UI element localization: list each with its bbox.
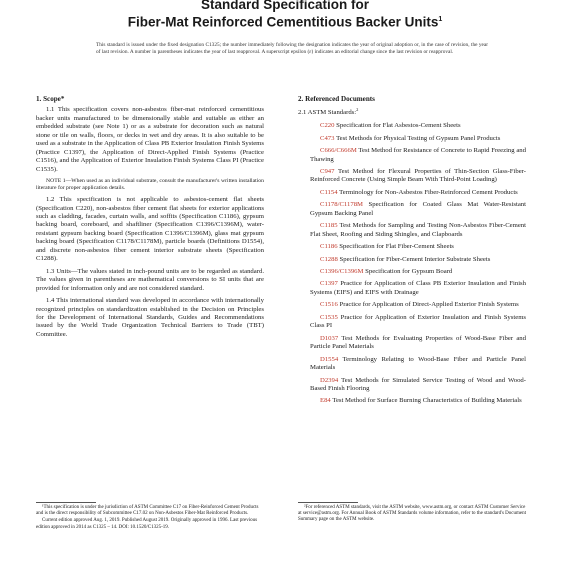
left-column: [36, 95, 264, 343]
reference-code-link[interactable]: C1288: [320, 255, 338, 263]
reference-item[interactable]: [298, 356, 526, 373]
refs-sub: 2.1 ASTM Standards:$^2$: [298, 107, 359, 117]
reference-item[interactable]: [298, 243, 526, 251]
reference-title: Specification for Coated Glass Mat Water-Resistant Gypsum Backing Panel: [310, 201, 526, 217]
reference-title: Practice for Application of Class PB Exterior Insulation and Finish Systems (EIFS) and EIFS with Drainage: [310, 280, 526, 296]
reference-title: Specification for Fiber-Cement Interior Substrate Sheets: [339, 255, 491, 263]
reference-item[interactable]: [298, 201, 526, 218]
reference-item[interactable]: [298, 256, 526, 264]
reference-title: Terminology for Non-Asbestos Fiber-Reinforced Cement Products: [339, 188, 518, 196]
reference-list: [298, 122, 526, 406]
scope-para-4: 1.4 This international standard was developed in accordance with internationally recognized principles on standardization established in the Decision on Principles for the Development of International Standards, Guides and Recommendations issued by the World Trade Organization Technical Barriers to Trade (TBT) Committee.: [36, 297, 264, 338]
reference-title: Specification for Gypsum Board: [365, 268, 453, 276]
reference-code-link[interactable]: C1396/C1396M: [320, 268, 364, 276]
reference-item[interactable]: [298, 301, 526, 309]
reference-item[interactable]: [298, 280, 526, 297]
reference-item[interactable]: [298, 135, 526, 143]
reference-item[interactable]: [298, 122, 526, 130]
reference-code-link[interactable]: C1397: [320, 280, 338, 288]
scope-para-3: 1.3 Units—The values stated in inch-pound units are to be regarded as standard. The values given in parentheses are mathematical conversions to SI units that are provided for information only and are not considered standard.: [36, 267, 264, 292]
reference-code-link[interactable]: C1185: [320, 222, 338, 230]
reference-code-link[interactable]: C1154: [320, 188, 338, 196]
reference-title: Terminology Relating to Wood-Base Fiber and Particle Panel Materials: [310, 355, 526, 372]
scope-note-1: NOTE 1—When used as an individual substrate, consult the manufacturer's written installation literature for proper application details.: [36, 178, 264, 192]
reference-title: Specification for Flat Asbestos-Cement Sheets: [336, 122, 461, 130]
reference-code-link[interactable]: C947: [320, 167, 335, 175]
reference-item[interactable]: [298, 314, 526, 331]
document-title: [0, 0, 570, 30]
footnote-2: ²For referenced ASTM standards, visit the ASTM website, www.astm.org, or contact ASTM Customer Service at service@astm.org. For Annual Book of ASTM Standards volume information, refer to the standard's Document Summary page on the ASTM website.: [298, 505, 527, 523]
reference-code-link[interactable]: D1037: [320, 334, 339, 342]
reference-title: Test Method for Surface Burning Characteristics of Building Materials: [332, 397, 522, 405]
footnote-rule: [36, 502, 96, 503]
reference-code-link[interactable]: C1516: [320, 301, 338, 309]
footnote-rule: [298, 502, 358, 503]
reference-title: Specification for Flat Fiber-Cement Sheets: [339, 243, 454, 251]
reference-item[interactable]: [298, 168, 526, 185]
reference-code-link[interactable]: C473: [320, 134, 335, 142]
footnote-1: ¹This specification is under the jurisdiction of ASTM Committee C17 on Fiber-Reinforced Cement Products and is the direct responsibility of Subcommittee C17.02 on Non-Asbestos Fiber-Mat Reinforced Products.: [36, 505, 259, 517]
reference-item[interactable]: [298, 222, 526, 239]
reference-item[interactable]: [298, 189, 526, 197]
reference-item[interactable]: [298, 268, 526, 276]
reference-item[interactable]: [298, 377, 526, 394]
intro-note: This standard is issued under the fixed designation C1325; the number immediately following the designation indicates the year of original adoption or, in the case of revision, the year of last revision. A number in parentheses indicates the year of last reapproval. A superscript epsilon (ε) indicates an editorial change since the last revision or reapproval.: [96, 42, 488, 55]
reference-code-link[interactable]: C666/C666M: [320, 147, 357, 155]
reference-title: Test Method for Resistance of Concrete to Rapid Freezing and Thawing: [310, 147, 526, 163]
reference-item[interactable]: [298, 147, 526, 164]
reference-code-link[interactable]: D1554: [320, 355, 339, 363]
reference-title: Practice for Application of Direct-Applied Exterior Finish Systems: [339, 301, 519, 309]
reference-code-link[interactable]: E84: [320, 397, 331, 405]
refs-heading: 2. Referenced Documents: [298, 95, 375, 103]
reference-title: Test Methods for Sampling and Testing Non-Asbestos Fiber-Cement Flat Sheet, Roofing and Siding Shingles, and Clapboards: [310, 222, 526, 238]
reference-title: Test Methods for Evaluating Properties of Wood-Base Fiber and Particle Panel Materials: [310, 334, 526, 351]
reference-title: Test Method for Flexural Properties of Thin-Section Glass-Fiber-Reinforced Concrete (Using Simple Beam With Third-Point Loading): [310, 167, 526, 184]
reference-title: Practice for Application of Exterior Insulation and Finish Systems Class PI: [310, 313, 526, 330]
reference-item[interactable]: [298, 397, 526, 405]
scope-para-2: 1.2 This specification is not applicable to asbestos-cement flat sheets (Specification C220), non-asbestos fiber cement flat sheets for exterior applications such as cladding, facades, curtain walls, and soffits (Specification C1186), gypsum backing board, coreboard, and shaftliner (Specification C1396/C1396M), water-resistant gypsum backing board (Specification C1396/C1396M), glass mat gypsum backing board (Specification C1178/C1178M), particle boards (Definitions D1554), and discrete non-asbestos fiber cement interior substrate sheets (Specification C1288).: [36, 196, 264, 263]
reference-code-link[interactable]: D2394: [320, 376, 339, 384]
reference-code-link[interactable]: C1178/C1178M: [320, 201, 363, 209]
footnotes-left: [36, 502, 264, 532]
reference-code-link[interactable]: C1535: [320, 313, 338, 321]
reference-title: Test Methods for Physical Testing of Gypsum Panel Products: [336, 134, 501, 142]
title-line1: Standard Specification for: [200, 0, 370, 12]
reference-code-link[interactable]: C220: [320, 122, 335, 130]
footnotes-right: [298, 502, 526, 525]
scope-para-1: 1.1 This specification covers non-asbestos fiber-mat reinforced cementitious backer units manufactured to be dimensionally stable and suitable as either an embedded substrate (see Note 1) or as a substrate for decoration such as natural stone or tile on walls, floors, or decks in wet and dry areas. It is also suitable to be used as a substrate in the Application of Class PB Exterior Insulation Finish Systems (Practice C1397), the Application of Direct-Applied Finish Systems (Practice C1516), and the Application of Exterior Insulation Finish Systems Class PI (Practice C1535).: [36, 106, 264, 173]
reference-item[interactable]: [298, 335, 526, 352]
right-column: [298, 95, 526, 410]
scope-heading: 1. Scope*: [36, 95, 65, 103]
reference-code-link[interactable]: C1186: [320, 243, 338, 251]
title-line2: Fiber-Mat Reinforced Cementitious Backer Units$^1$: [127, 14, 443, 30]
reference-title: Test Methods for Simulated Service Testing of Wood and Wood-Based Finish Flooring: [310, 376, 526, 393]
footnote-1b: Current edition approved Aug. 1, 2019. Published August 2019. Originally approved in 1996. Last previous edition approved in 2014 as C1325 – 14. DOI: 10.1520/C1325-19.: [36, 518, 258, 530]
